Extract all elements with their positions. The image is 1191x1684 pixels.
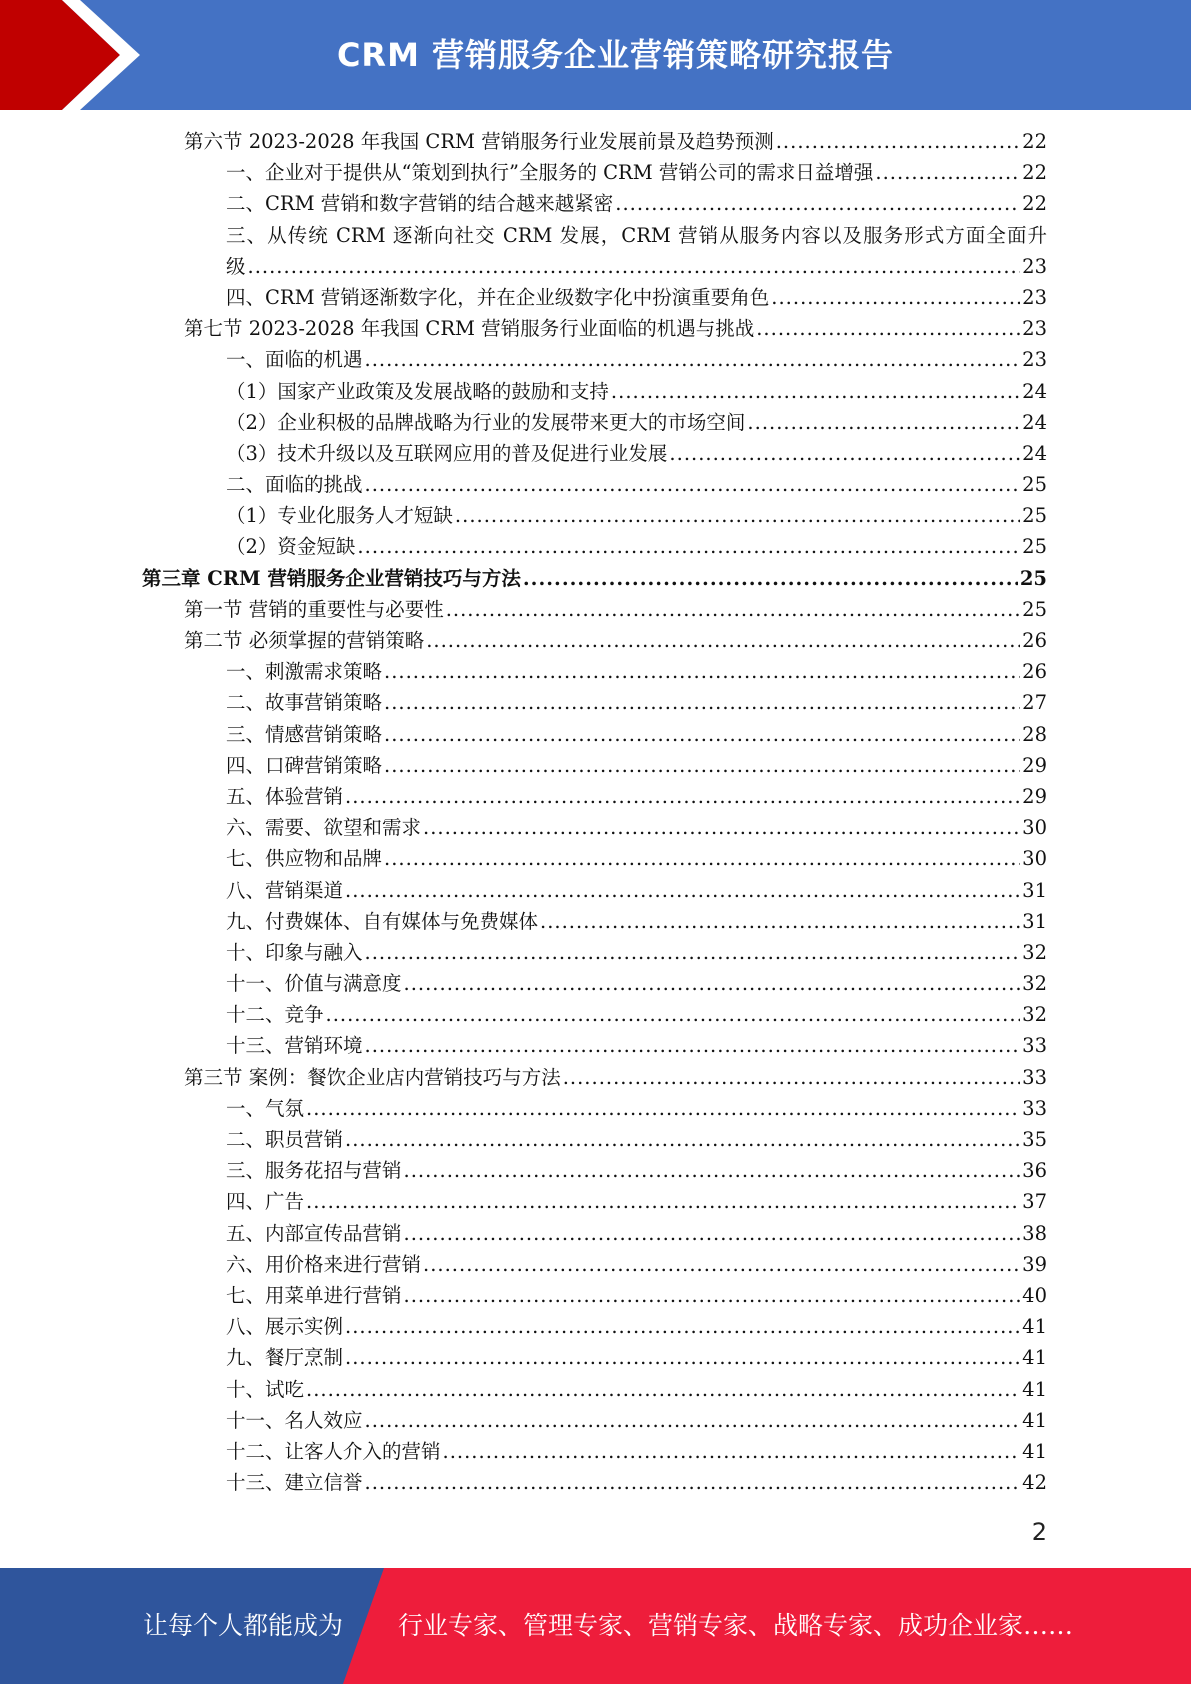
toc-entry[interactable] [0,531,1191,562]
toc-entry-line [226,656,1047,687]
toc-entry-line [226,282,1047,313]
toc-dot-leader [615,188,1020,219]
toc-entry[interactable] [0,313,1191,344]
toc-entry[interactable] [0,843,1191,874]
toc-entry[interactable] [0,344,1191,375]
toc-entry-page: 33 [1022,1034,1047,1058]
toc-entry-page: 32 [1022,1003,1047,1027]
toc-entry-line [226,1342,1047,1373]
toc-entry-page: 37 [1022,1190,1047,1214]
toc-entry-page: 23 [1022,254,1047,278]
toc-entry-title: 八、展示实例 [226,1315,344,1339]
toc-entry-title: 三、情感营销策略 [226,722,383,746]
toc-entry[interactable] [0,750,1191,781]
toc-entry-line [226,1436,1047,1467]
toc-dot-leader [443,1436,1021,1467]
toc-entry-page: 39 [1022,1252,1047,1276]
toc-entry-line [226,157,1047,188]
toc-entry-title: 五、内部宣传品营销 [226,1221,402,1245]
toc-entry-title: 十、印象与融入 [226,940,363,964]
toc-entry[interactable] [0,875,1191,906]
toc-entry-title: 一、面临的机遇 [226,348,363,372]
toc-entry[interactable] [0,282,1191,313]
toc-dot-leader [563,1062,1020,1093]
toc-dot-leader [365,344,1021,375]
page-footer [0,1568,1191,1684]
toc-dot-leader [345,781,1020,812]
toc-entry-title: 二、CRM 营销和数字营销的结合越来越紧密 [226,192,614,216]
toc-dot-leader [384,719,1020,750]
toc-entry[interactable] [0,251,1191,282]
toc-entry-page: 35 [1022,1128,1047,1151]
toc-entry[interactable] [0,1155,1191,1186]
toc-entry-line [226,937,1047,968]
toc-entry[interactable] [0,407,1191,438]
toc-entry[interactable] [0,1249,1191,1280]
toc-dot-leader [384,750,1020,781]
toc-entry-line [226,1155,1047,1186]
toc-entry-line [226,687,1047,718]
toc-entry[interactable] [0,220,1191,251]
toc-entry-title: 五、体验营销 [226,784,344,808]
toc-entry-line [226,1249,1047,1280]
toc-entry-line [226,407,1047,438]
toc-entry-title: 四、CRM 营销逐渐数字化，并在企业级数字化中扮演重要角色 [226,285,770,309]
toc-entry-page: 33 [1022,1096,1047,1120]
toc-entry-title: （1）国家产业政策及发展战略的鼓励和支持 [226,379,609,403]
toc-entry[interactable] [0,1405,1191,1436]
toc-entry-title: （3）技术升级以及互联网应用的普及促进行业发展 [226,441,668,465]
toc-entry[interactable] [0,126,1191,157]
report-title: CRM 营销服务企业营销策略研究报告 [336,36,895,74]
toc-entry-page: 24 [1022,441,1047,465]
toc-entry-title: 二、职员营销 [226,1128,344,1151]
toc-entry-title: 四、口碑营销策略 [226,753,383,777]
toc-entry-line [226,750,1047,781]
toc-entry[interactable] [0,1374,1191,1405]
toc-entry-title: 第七节 2023-2028 年我国 CRM 营销服务行业面临的机遇与挑战 [184,317,755,341]
toc-entry-title: 三、服务花招与营销 [226,1159,402,1183]
footer-slogan-right: 行业专家、管理专家、营销专家、战略专家、成功企业家…… [398,1611,1074,1640]
toc-dot-leader [611,376,1020,407]
toc-entry[interactable] [0,937,1191,968]
toc-entry-page: 40 [1022,1283,1047,1307]
toc-entry-page: 31 [1022,909,1047,933]
toc-entry-title: 二、故事营销策略 [226,691,383,715]
toc-dot-leader [669,438,1020,469]
toc-entry-line [184,1062,1047,1093]
toc-dot-leader [423,1249,1020,1280]
toc-entry-line [226,999,1047,1030]
toc-entry-title: 第三节 案例：餐饮企业店内营销技巧与方法 [184,1065,561,1089]
toc-entry-page: 28 [1022,722,1047,746]
toc-entry[interactable] [0,812,1191,843]
toc-entry-title: 第三章 CRM 营销服务企业营销技巧与方法 [142,566,521,590]
footer-slogan-left: 让每个人都能成为 [143,1611,344,1640]
toc-entry[interactable] [0,1062,1191,1093]
toc-entry[interactable] [0,1342,1191,1373]
toc-entry-title: （1）专业化服务人才短缺 [226,504,453,528]
toc-entry[interactable] [0,719,1191,750]
toc-dot-leader [365,937,1021,968]
toc-dot-leader [423,812,1020,843]
toc-entry-line [226,469,1047,500]
toc-entry-title: 十二、让客人介入的营销 [226,1439,441,1463]
toc-dot-leader [756,313,1020,344]
toc-dot-leader [776,126,1020,157]
toc-entry-line [226,1405,1047,1436]
table-of-contents [0,126,1191,1498]
toc-entry[interactable] [0,1311,1191,1342]
toc-entry[interactable] [0,1280,1191,1311]
toc-entry[interactable] [0,625,1191,656]
toc-entry-title: 第一节 营销的重要性与必要性 [184,597,444,621]
toc-entry-page: 41 [1022,1439,1047,1463]
toc-entry-page: 23 [1022,348,1047,372]
toc-entry[interactable] [0,1093,1191,1124]
toc-entry[interactable] [0,1030,1191,1061]
toc-entry-page: 25 [1022,504,1047,528]
toc-dot-leader [404,1155,1021,1186]
toc-dot-leader [771,282,1020,313]
page-number: 2 [1031,1518,1047,1546]
toc-entry-line [226,1374,1047,1405]
toc-dot-leader [365,1030,1021,1061]
toc-dot-leader [540,906,1020,937]
toc-entry-line [226,1218,1047,1249]
toc-entry-page: 32 [1022,940,1047,964]
toc-entry-line [226,1467,1047,1498]
toc-entry[interactable] [0,906,1191,937]
toc-entry-line [226,719,1047,750]
toc-dot-leader [384,843,1020,874]
toc-dot-leader [523,563,1018,594]
toc-dot-leader [306,1093,1020,1124]
toc-entry-line [184,594,1047,625]
toc-entry-page: 41 [1022,1346,1047,1370]
toc-entry[interactable] [0,1436,1191,1467]
toc-entry[interactable] [0,376,1191,407]
toc-entry[interactable] [0,500,1191,531]
toc-entry-title: 一、气氛 [226,1096,305,1120]
toc-entry-title: （2）企业积极的品牌战略为行业的发展带来更大的市场空间 [226,410,746,434]
toc-dot-leader [404,1218,1021,1249]
toc-dot-leader [426,625,1020,656]
toc-entry-title: 一、刺激需求策略 [226,660,383,684]
toc-entry-title: 六、需要、欲望和需求 [226,816,422,840]
toc-entry-line [226,251,1047,282]
toc-entry[interactable] [0,968,1191,999]
toc-entry-line [226,220,1047,251]
toc-dot-leader [404,968,1021,999]
toc-entry-title: 第六节 2023-2028 年我国 CRM 营销服务行业发展前景及趋势预测 [184,130,774,153]
toc-entry-page: 25 [1022,473,1047,497]
toc-dot-leader [306,1186,1020,1217]
toc-entry-line [226,344,1047,375]
toc-dot-leader [326,999,1021,1030]
toc-entry-title: 一、企业对于提供从“策划到执行”全服务的 CRM 营销公司的需求日益增强 [226,161,874,185]
toc-dot-leader [384,656,1020,687]
toc-entry-page: 27 [1022,691,1047,715]
toc-entry-line [142,563,1047,594]
toc-entry[interactable] [0,687,1191,718]
toc-entry-line [226,531,1047,562]
toc-entry-line [184,625,1047,656]
toc-entry[interactable] [0,1218,1191,1249]
toc-entry-line [226,1093,1047,1124]
toc-entry-line [226,188,1047,219]
toc-dot-leader [384,687,1020,718]
toc-entry-title: 六、用价格来进行营销 [226,1252,422,1276]
toc-dot-leader [365,1405,1021,1436]
toc-entry[interactable] [0,438,1191,469]
toc-dot-leader [345,1342,1020,1373]
toc-entry[interactable] [0,469,1191,500]
toc-entry-line [226,843,1047,874]
toc-entry[interactable] [0,999,1191,1030]
toc-entry[interactable] [0,594,1191,625]
toc-entry-page: 29 [1022,753,1047,777]
toc-entry-page: 22 [1022,161,1047,185]
toc-entry[interactable] [0,1124,1191,1155]
toc-entry[interactable] [0,656,1191,687]
toc-entry-page: 30 [1022,816,1047,840]
toc-entry-page: 38 [1022,1221,1047,1245]
toc-entry-page: 42 [1022,1471,1047,1495]
toc-entry-title: 八、营销渠道 [226,878,344,902]
page-header [0,0,1191,110]
toc-entry-line [226,1186,1047,1217]
toc-entry-page: 36 [1022,1159,1047,1183]
toc-entry-page: 41 [1022,1408,1047,1432]
toc-entry-line [226,781,1047,812]
toc-entry-line [226,376,1047,407]
toc-entry-page: 32 [1022,972,1047,996]
toc-entry[interactable] [0,1467,1191,1498]
toc-entry[interactable] [0,188,1191,219]
toc-entry[interactable] [0,781,1191,812]
toc-entry-page: 25 [1022,597,1047,621]
toc-entry-page: 41 [1022,1315,1047,1339]
toc-entry-title: 七、用菜单进行营销 [226,1283,402,1307]
toc-dot-leader [875,157,1020,188]
toc-entry-line [184,313,1047,344]
toc-entry-line [226,812,1047,843]
toc-entry-title: （2）资金短缺 [226,535,356,559]
toc-entry-title: 四、广告 [226,1190,305,1214]
toc-entry-line [226,500,1047,531]
toc-dot-leader [404,1280,1021,1311]
toc-entry-page: 24 [1022,410,1047,434]
toc-entry-title: 七、供应物和品牌 [226,847,383,871]
toc-entry-title: 十一、价值与满意度 [226,972,402,996]
toc-entry-page: 23 [1022,285,1047,309]
toc-entry-page: 26 [1022,629,1047,652]
toc-entry-title: 二、面临的挑战 [226,473,363,497]
toc-entry-title: 九、餐厅烹制 [226,1346,344,1370]
toc-dot-leader [345,1311,1020,1342]
toc-entry-line [226,1311,1047,1342]
toc-entry-page: 25 [1022,535,1047,559]
toc-entry[interactable] [0,157,1191,188]
toc-entry-page: 29 [1022,784,1047,808]
toc-dot-leader [365,469,1021,500]
toc-entry-title: 第二节 必须掌握的营销策略 [184,629,425,652]
toc-dot-leader [455,500,1020,531]
toc-entry-page: 22 [1022,130,1047,153]
toc-entry-title: 九、付费媒体、自有媒体与免费媒体 [226,909,539,933]
toc-entry-title: 十三、营销环境 [226,1034,363,1058]
toc-entry-title: 级 [226,254,246,278]
toc-dot-leader [345,1124,1020,1155]
toc-entry-line [226,438,1047,469]
toc-entry[interactable] [0,1186,1191,1217]
toc-entry-line [226,1030,1047,1061]
toc-dot-leader [446,594,1020,625]
toc-entry-line [226,875,1047,906]
toc-entry-line [226,1280,1047,1311]
toc-entry-page: 33 [1022,1065,1047,1089]
toc-entry-page: 26 [1022,660,1047,684]
toc-entry-line [226,968,1047,999]
toc-entry-page: 23 [1022,317,1047,341]
toc-entry[interactable] [0,563,1191,594]
toc-entry-line [226,906,1047,937]
toc-entry-page: 22 [1022,192,1047,216]
toc-entry-page: 24 [1022,379,1047,403]
toc-entry-line [184,126,1047,157]
toc-dot-leader [306,1374,1020,1405]
toc-entry-title: 十三、建立信誉 [226,1471,363,1495]
toc-dot-leader [357,531,1020,562]
toc-dot-leader [248,251,1021,282]
toc-entry-title: 十一、名人效应 [226,1408,363,1432]
toc-dot-leader [345,875,1020,906]
toc-entry-title: 十二、竞争 [226,1003,324,1027]
toc-dot-leader [747,407,1020,438]
toc-entry-page: 41 [1022,1377,1047,1401]
toc-entry-page: 25 [1019,566,1047,590]
toc-entry-page: 30 [1022,847,1047,871]
toc-entry-title: 三、从传统 CRM 逐渐向社交 CRM 发展，CRM 营销从服务内容以及服务形式方面全面升 [226,223,1047,247]
toc-entry-title: 十、试吃 [226,1377,305,1401]
toc-entry-page: 31 [1022,878,1047,902]
toc-entry-line [226,1124,1047,1155]
toc-dot-leader [365,1467,1021,1498]
